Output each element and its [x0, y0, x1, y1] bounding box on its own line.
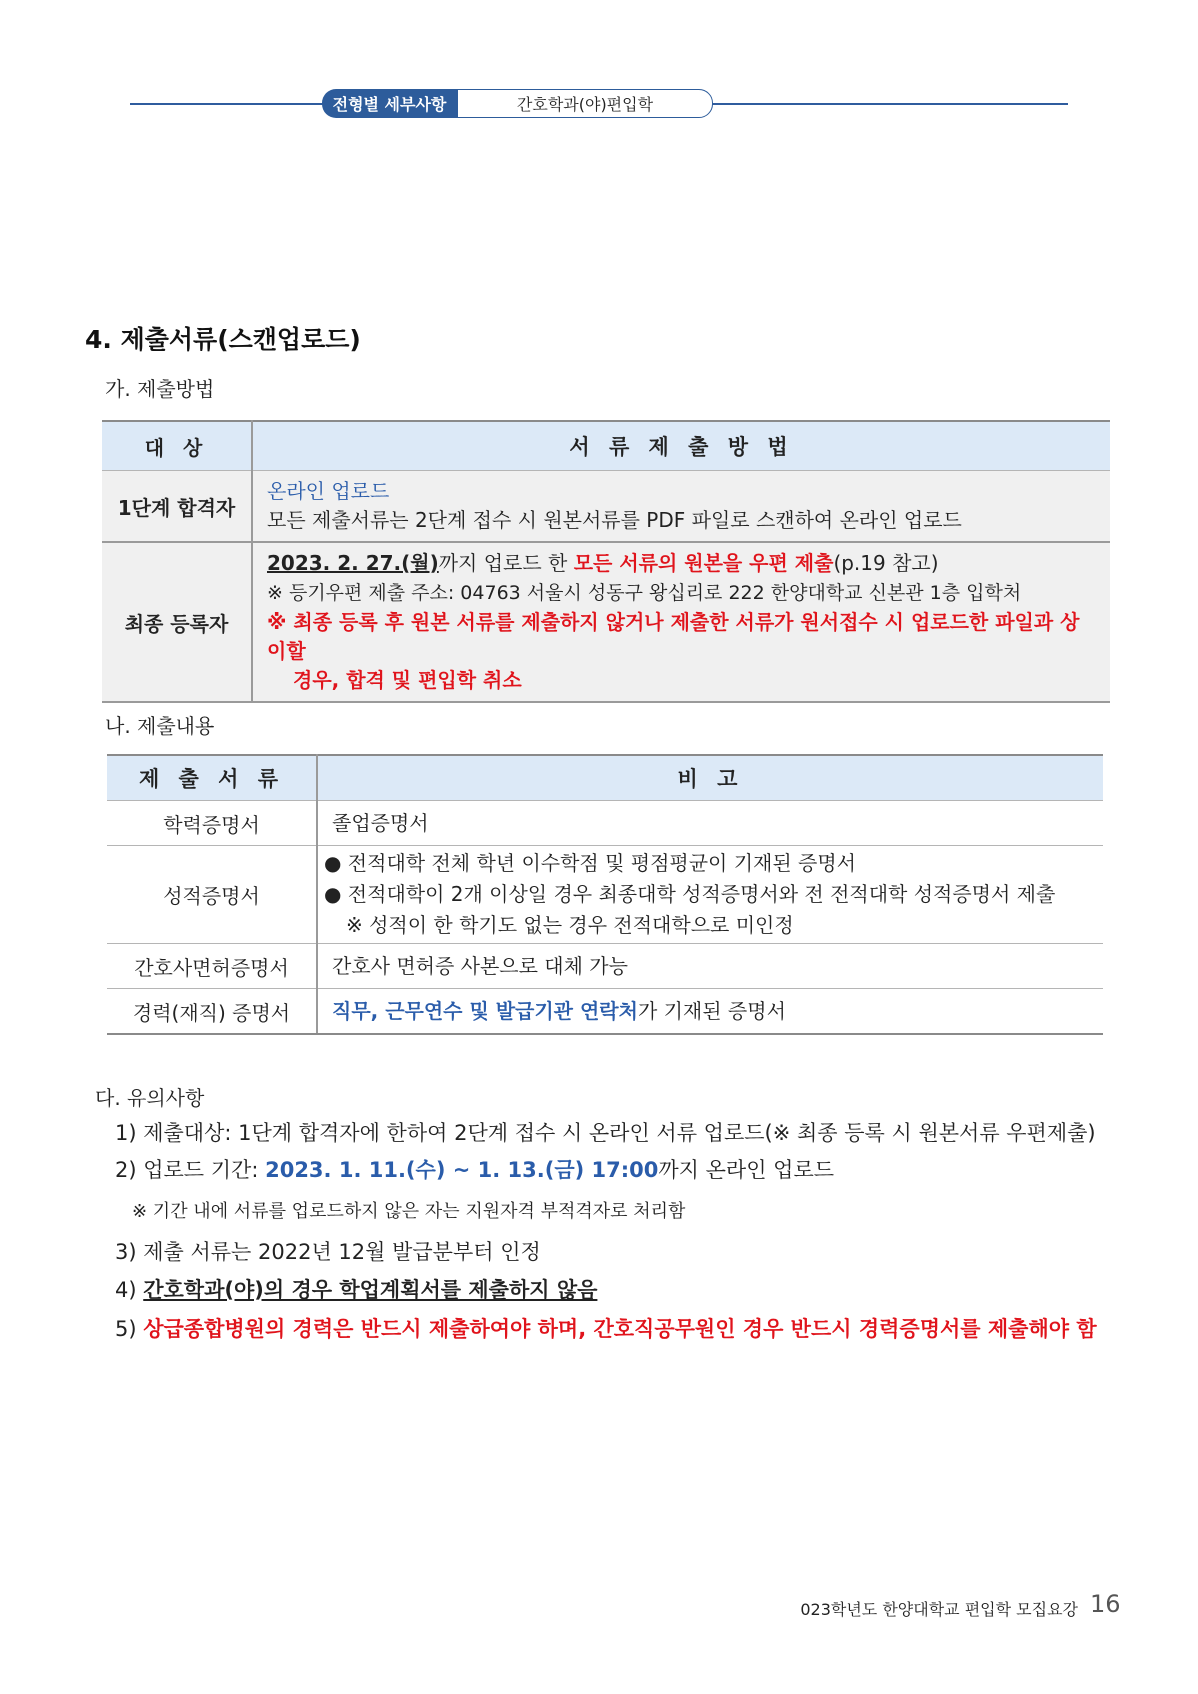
subsection-method: 가. 제출방법: [105, 377, 215, 401]
document-cell: 경력(재직) 증명서: [107, 989, 317, 1035]
table-row: [107, 801, 1103, 846]
remark-cell: [317, 989, 1103, 1035]
note-emphasis: 간호학과(야)의 경우 학업계획서를 제출하지 않음: [143, 1278, 598, 1302]
remark-emphasis: 직무, 근무연수 및 발급기관 연락처: [332, 998, 638, 1023]
table-row: [107, 846, 1103, 944]
target-cell: 1단계 합격자: [102, 471, 252, 543]
method-cell: [252, 471, 1110, 543]
header-tab-section: 전형별 세부사항: [322, 89, 457, 118]
upload-period: 2023. 1. 11.(수) ~ 1. 13.(금) 17:00: [265, 1158, 659, 1182]
subsection-notes: 다. 유의사항: [95, 1086, 205, 1110]
remark-bullet: ● 전적대학 전체 학년 이수학점 및 평점평균이 기재된 증명서: [324, 851, 856, 875]
note-warning: 상급종합병원의 경력은 반드시 제출하여야 하며, 간호직공무원인 경우 반드시 경력증명서를 제출해야 함: [143, 1317, 1097, 1341]
mailing-address: ※ 등기우편 제출 주소: 04763 서울시 성동구 왕십리로 222 한양대학교 신본관 1층 입학처: [267, 582, 1022, 604]
page-number: 16: [1090, 1590, 1121, 1618]
document-cell: 학력증명서: [107, 801, 317, 846]
deadline-emphasis: 모든 서류의 원본을 우편 제출: [573, 551, 834, 575]
header-document: 제 출 서 류: [107, 755, 317, 801]
note-prefix: 4): [115, 1278, 144, 1302]
online-upload-desc: 모든 제출서류는 2단계 접수 시 원본서류를 PDF 파일로 스캔하여 온라인 업로드: [267, 508, 962, 532]
table-row: [107, 989, 1103, 1035]
deadline-mid: 까지 업로드 한: [438, 551, 574, 575]
header-remark: 비 고: [317, 755, 1103, 801]
header-method: 서 류 제 출 방 법: [252, 421, 1110, 471]
content-table: [107, 754, 1103, 1035]
note-item: [115, 1274, 597, 1304]
document-cell: 간호사면허증명서: [107, 944, 317, 989]
table-row: [107, 944, 1103, 989]
online-upload-label: 온라인 업로드: [267, 479, 390, 503]
note-prefix: 5): [115, 1317, 144, 1341]
header-target: 대 상: [102, 421, 252, 471]
header-tab-title: 간호학과(야)편입학: [457, 89, 713, 118]
note-item: 3) 제출 서류는 2022년 12월 발급분부터 인정: [115, 1240, 541, 1264]
warning-line: ※ 최종 등록 후 원본 서류를 제출하지 않거나 제출한 서류가 원서접수 시 업로드한 파일과 상이할: [267, 610, 1080, 663]
remark-rest: 가 기재된 증명서: [637, 998, 786, 1023]
note-prefix: 2) 업로드 기간:: [115, 1158, 266, 1182]
content-table-header: [107, 755, 1103, 801]
remark-cell: 졸업증명서: [317, 801, 1103, 846]
note-subitem: ※ 기간 내에 서류를 업로드하지 않은 자는 지원자격 부적격자로 처리함: [132, 1201, 686, 1222]
table-row: [102, 542, 1110, 702]
method-table-header: [102, 421, 1110, 471]
remark-cell: [317, 846, 1103, 944]
remark-note: ※ 성적이 한 학기도 없는 경우 전적대학으로 미인정: [346, 913, 794, 937]
note-item: [115, 1313, 1097, 1343]
footer-title: 023학년도 한양대학교 편입학 모집요강: [800, 1600, 1078, 1619]
remark-bullet: ● 전적대학이 2개 이상일 경우 최종대학 성적증명서와 전 전적대학 성적증명서 제출: [324, 882, 1056, 906]
deadline-date: 2023. 2. 27.(월): [267, 551, 439, 575]
note-item: 1) 제출대상: 1단계 합격자에 한하여 2단계 접수 시 온라인 서류 업로드(※ 최종 등록 시 원본서류 우편제출): [115, 1121, 1096, 1145]
note-suffix: 까지 온라인 업로드: [658, 1158, 835, 1182]
method-table: [102, 420, 1110, 703]
table-row: [102, 471, 1110, 543]
subsection-content: 나. 제출내용: [105, 714, 215, 738]
deadline-ref: (p.19 참고): [833, 551, 939, 575]
section-title: 4. 제출서류(스캔업로드): [85, 325, 361, 354]
document-cell: 성적증명서: [107, 846, 317, 944]
target-cell: 최종 등록자: [102, 542, 252, 702]
method-cell: [252, 542, 1110, 702]
note-item: [115, 1154, 834, 1184]
warning-line: 경우, 합격 및 편입학 취소: [293, 668, 522, 692]
remark-cell: 간호사 면허증 사본으로 대체 가능: [317, 944, 1103, 989]
